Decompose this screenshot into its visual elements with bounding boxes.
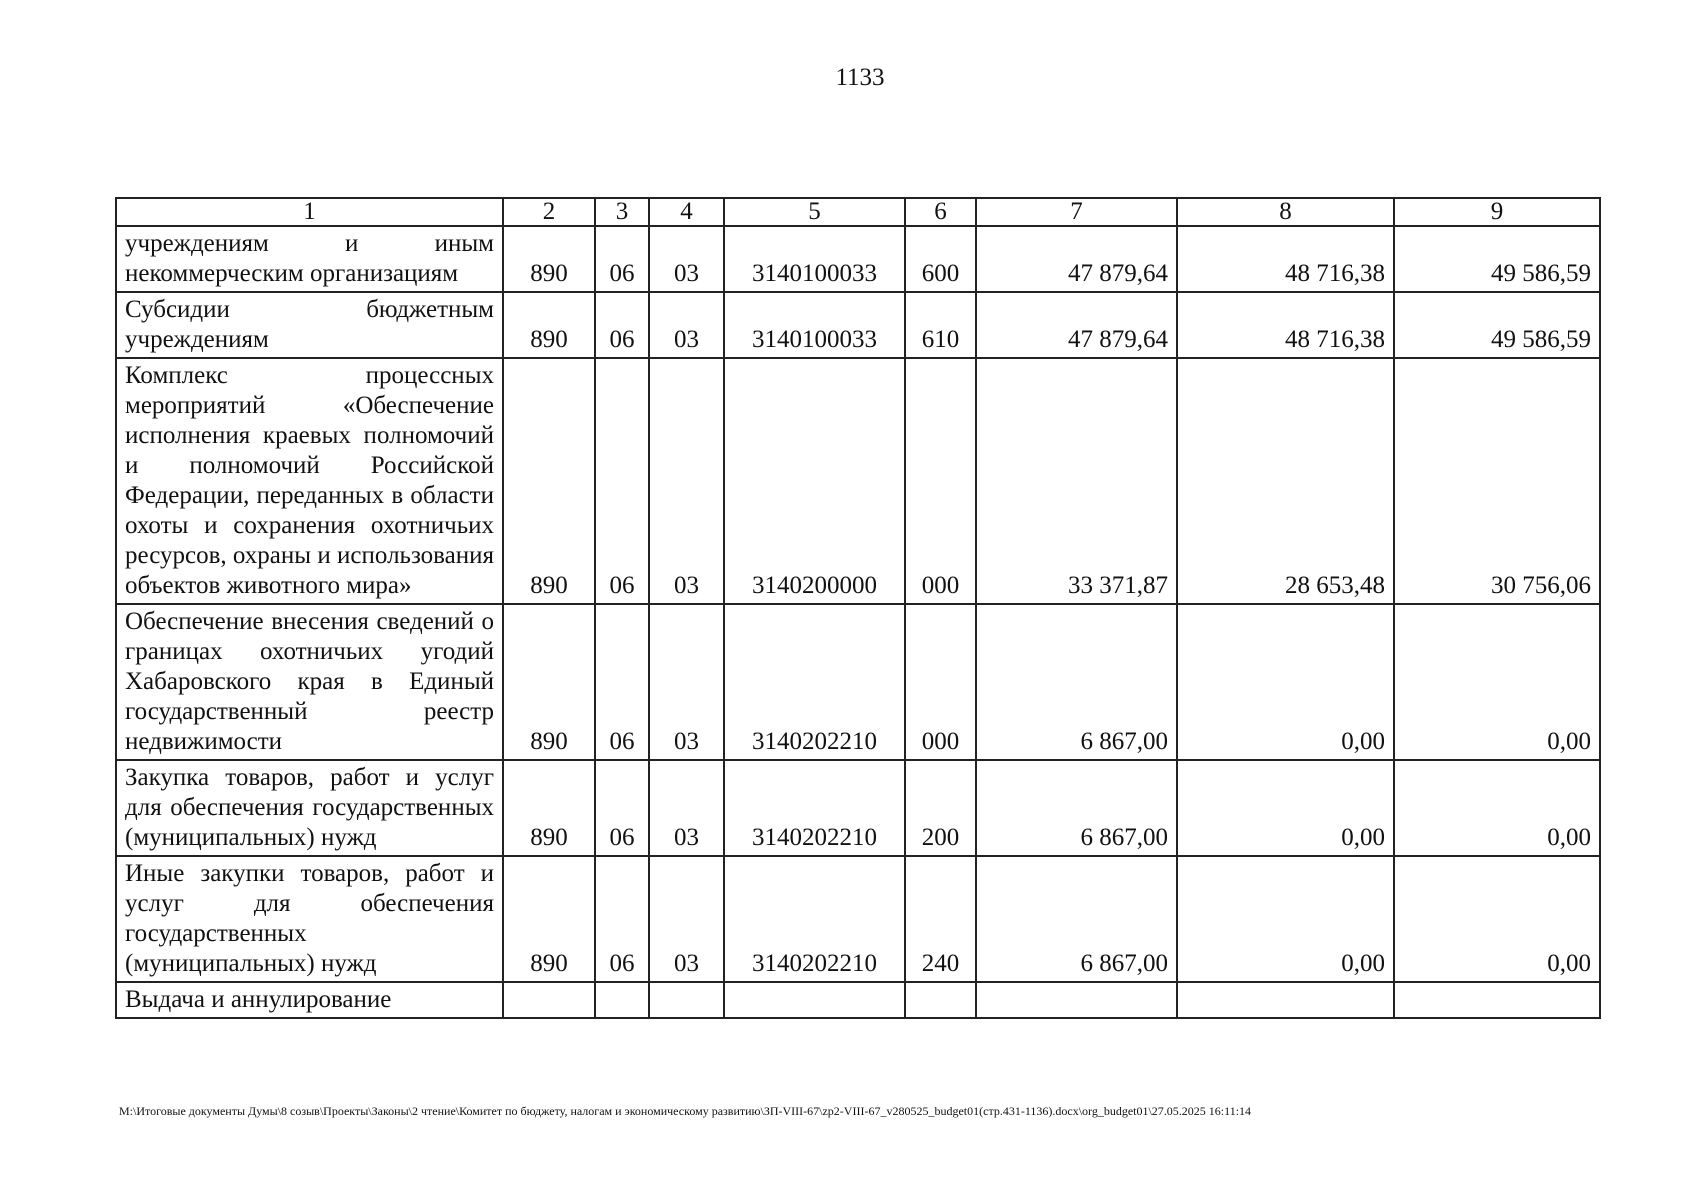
column-header: 6: [905, 198, 976, 226]
table-row: [116, 292, 1600, 358]
cell-code-6: 600: [905, 226, 976, 292]
cell-code-3: 06: [595, 226, 649, 292]
cell-code-5: 3140202210: [724, 856, 905, 982]
column-header: 8: [1177, 198, 1394, 226]
cell-code-3: 06: [595, 760, 649, 856]
cell-amount-8: 48 716,38: [1177, 226, 1394, 292]
cell-code-3: 06: [595, 292, 649, 358]
cell-code-4: 03: [649, 226, 724, 292]
cell-amount-9: 30 756,06: [1394, 358, 1600, 604]
cell-amount-9: 0,00: [1394, 856, 1600, 982]
cell-amount-7: [976, 982, 1177, 1018]
cell-amount-7: 6 867,00: [976, 856, 1177, 982]
column-header: 5: [724, 198, 905, 226]
cell-amount-7: 47 879,64: [976, 226, 1177, 292]
cell-amount-9: 49 586,59: [1394, 226, 1600, 292]
column-header: 7: [976, 198, 1177, 226]
cell-code-4: 03: [649, 604, 724, 760]
cell-code-3: [595, 982, 649, 1018]
cell-code-5: 3140100033: [724, 292, 905, 358]
cell-code-4: 03: [649, 292, 724, 358]
column-header: 3: [595, 198, 649, 226]
cell-amount-9: 0,00: [1394, 760, 1600, 856]
cell-amount-7: 6 867,00: [976, 760, 1177, 856]
cell-code-5: 3140202210: [724, 604, 905, 760]
table-row: [116, 856, 1600, 982]
cell-code-5: 3140200000: [724, 358, 905, 604]
cell-amount-8: 0,00: [1177, 760, 1394, 856]
cell-amount-7: 47 879,64: [976, 292, 1177, 358]
table-row: [116, 604, 1600, 760]
cell-code-6: 000: [905, 358, 976, 604]
table-header-row: [116, 198, 1600, 226]
column-header: 1: [116, 198, 503, 226]
cell-code-4: 03: [649, 358, 724, 604]
cell-amount-9: [1394, 982, 1600, 1018]
cell-code-2: [503, 982, 595, 1018]
cell-code-2: 890: [503, 358, 595, 604]
cell-amount-8: 0,00: [1177, 604, 1394, 760]
cell-amount-8: 28 653,48: [1177, 358, 1394, 604]
row-name: Обеспечение внесения сведений о границах охотничьих угодий Хабаровского края в Единый государственный реестр недвижимости: [116, 604, 503, 760]
row-name: Субсидии бюджетным учреждениям: [116, 292, 503, 358]
cell-code-5: 3140100033: [724, 226, 905, 292]
column-header: 2: [503, 198, 595, 226]
cell-code-4: 03: [649, 856, 724, 982]
cell-amount-8: 48 716,38: [1177, 292, 1394, 358]
cell-code-6: 000: [905, 604, 976, 760]
cell-code-2: 890: [503, 604, 595, 760]
row-name: Иные закупки товаров, работ и услуг для обеспечения государственных (муниципальных) нужд: [116, 856, 503, 982]
cell-code-5: [724, 982, 905, 1018]
row-name: Закупка товаров, работ и услуг для обеспечения государственных (муниципальных) нужд: [116, 760, 503, 856]
cell-code-6: 240: [905, 856, 976, 982]
cell-amount-8: 0,00: [1177, 856, 1394, 982]
cell-code-5: 3140202210: [724, 760, 905, 856]
table-row: [116, 226, 1600, 292]
cell-code-6: [905, 982, 976, 1018]
row-name: Комплекс процессных мероприятий «Обеспечение исполнения краевых полномочий и полномочий Российской Федерации, переданных в области охоты и сохранения охотничьих ресурсов, охраны и использования объектов животного мира»: [116, 358, 503, 604]
cell-code-2: 890: [503, 292, 595, 358]
cell-code-3: 06: [595, 856, 649, 982]
cell-code-3: 06: [595, 604, 649, 760]
cell-code-3: 06: [595, 358, 649, 604]
cell-code-2: 890: [503, 760, 595, 856]
column-header: 9: [1394, 198, 1600, 226]
cell-code-4: [649, 982, 724, 1018]
cell-code-2: 890: [503, 226, 595, 292]
budget-table: [115, 197, 1601, 1019]
cell-code-4: 03: [649, 760, 724, 856]
cell-amount-9: 0,00: [1394, 604, 1600, 760]
table-row: [116, 760, 1600, 856]
cell-code-6: 200: [905, 760, 976, 856]
page-number: 1133: [835, 64, 885, 91]
table-row: [116, 982, 1600, 1018]
cell-code-6: 610: [905, 292, 976, 358]
row-name: Выдача и аннулирование: [116, 982, 503, 1018]
row-name: учреждениям и иным некоммерческим организациям: [116, 226, 503, 292]
cell-amount-7: 33 371,87: [976, 358, 1177, 604]
column-header: 4: [649, 198, 724, 226]
file-path-footer: М:\Итоговые документы Думы\8 созыв\Проекты\Законы\2 чтение\Комитет по бюджету, налогам и экономическому развитию\ЗП-VIII-67\zp2-VIII-67_v280525_budget01(стр.431-1136).docx\org_budget01\27.05.2025 16:11:14: [119, 1104, 1252, 1118]
cell-code-2: 890: [503, 856, 595, 982]
cell-amount-8: [1177, 982, 1394, 1018]
cell-amount-9: 49 586,59: [1394, 292, 1600, 358]
cell-amount-7: 6 867,00: [976, 604, 1177, 760]
table-row: [116, 358, 1600, 604]
